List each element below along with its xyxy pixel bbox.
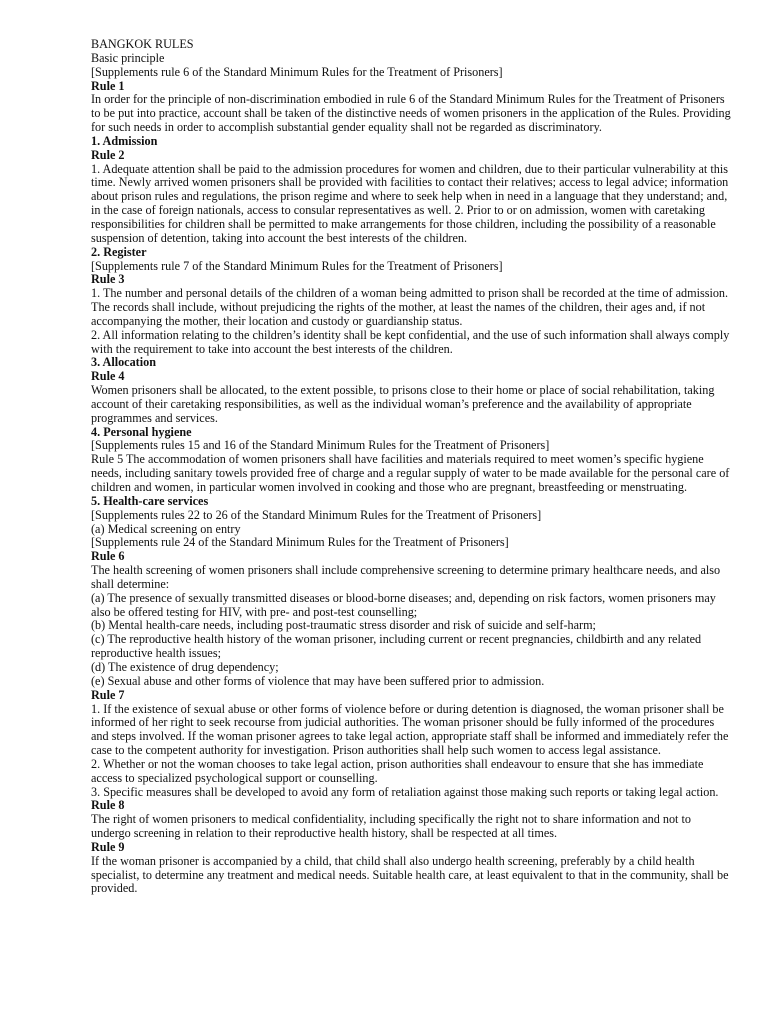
document-title: BANGKOK RULES [91,37,194,51]
rule-heading: Rule 6 [91,549,125,564]
rule-heading: Rule 9 [91,839,125,854]
rule-heading: Rule 3 [91,272,125,287]
rule-paragraph: 2. Whether or not the woman chooses to take legal action, prison authorities shall endeavour to ensure that she has immediate access to specialized psychological support or counselling. [91,756,704,785]
section-heading: 3. Allocation [91,355,157,370]
rule-heading: Rule 8 [91,798,125,813]
supplement-note: [Supplements rule 6 of the Standard Minimum Rules for the Treatment of Prisoners] [91,64,503,79]
rule-paragraph: 3. Specific measures shall be developed to avoid any form of retaliation against those making such reports or taking legal action. [91,784,719,799]
rule-paragraph: 2. All information relating to the children’s identity shall be kept confidential, and the use of such information shall always comply with the requirement to take into account the best interests of the children. [91,327,730,356]
section-heading: 1. Admission [91,133,158,148]
rule-paragraph: Rule 5 The accommodation of women prisoners shall have facilities and materials required to meet women’s specific hygiene needs, including sanitary towels provided free of charge and a regular supply of water to be made available for the personal care of children and women, in particular women involved in cooking and those who are pregnant, breastfeeding or menstruating. [91,452,730,494]
rule-list-item: (b) Mental health-care needs, including post-traumatic stress disorder and risk of suicide and self-harm; [91,618,596,633]
supplement-note: [Supplements rule 7 of the Standard Minimum Rules for the Treatment of Prisoners] [91,258,503,273]
rule-paragraph: 1. Adequate attention shall be paid to the admission procedures for women and children, due to their particular vulnerability at this time. Newly arrived women prisoners shall be provided with facilities to contact their relatives; access to legal advice; information about prison rules and regulations, the prison regime and where to seek help when in need in a language that they understand; and, in the case of foreign nationals, access to consular representatives as well. 2. Prior to or on admission, women with caretaking responsibilities for children shall be permitted to make arrangements for those children, including the possibility of a reasonable suspension of detention, taking into account the best interests of the children. [91,161,729,245]
document-page [91,38,731,896]
rule-paragraph: 1. The number and personal details of the children of a woman being admitted to prison shall be recorded at the time of admission. The records shall include, without prejudicing the rights of the mother, at least the names of the children, their ages and, if not accompanying the mother, their location and custody or guardianship status. [91,286,729,328]
rule-paragraph: If the woman prisoner is accompanied by a child, that child shall also undergo health screening, preferably by a child health specialist, to determine any treatment and medical needs. Suitable health care, at least equivalent to that in the community, shall be provided. [91,853,729,896]
rule-paragraph: The right of women prisoners to medical confidentiality, including specifically the right not to share information and not to undergo screening in relation to their reproductive health history, shall be respected at all times. [91,812,691,841]
rule-heading: Rule 1 [91,78,125,93]
rule-paragraph: Women prisoners shall be allocated, to the extent possible, to prisons close to their home or place of social rehabilitation, taking account of their caretaking responsibilities, as well as the individual woman’s preference and the availability of appropriate programmes and services. [91,383,715,425]
section-heading: 4. Personal hygiene [91,424,192,439]
subsection-heading: (a) Medical screening on entry [91,521,241,536]
rule-list-item: (c) The reproductive health history of the woman prisoner, including current or recent pregnancies, childbirth and any related reproductive health issues; [91,632,702,661]
section-heading: 2. Register [91,244,147,259]
document-subtitle: Basic principle [91,50,165,65]
rule-paragraph: The health screening of women prisoners shall include comprehensive screening to determine primary healthcare needs, and also shall determine: [91,563,721,591]
supplement-note: [Supplements rule 24 of the Standard Minimum Rules for the Treatment of Prisoners] [91,535,509,550]
rule-list-item: (e) Sexual abuse and other forms of violence that may have been suffered prior to admission. [91,673,545,688]
rule-list-item: (d) The existence of drug dependency; [91,659,279,674]
supplement-note: [Supplements rules 22 to 26 of the Standard Minimum Rules for the Treatment of Prisoners] [91,507,542,522]
supplement-note: [Supplements rules 15 and 16 of the Standard Minimum Rules for the Treatment of Prisoners] [91,438,550,453]
rule-paragraph: 1. If the existence of sexual abuse or other forms of violence before or during detention is diagnosed, the woman prisoner shall be informed of her right to seek recourse from judicial authorities. The woman prisoner should be fully informed of the procedures and steps involved. If the woman prisoner agrees to take legal action, appropriate staff shall be informed and immediately refer the case to the competent authority for investigation. Prison authorities shall help such women to access legal assistance. [91,701,729,758]
rule-paragraph: In order for the principle of non-discrimination embodied in rule 6 of the Standard Minimum Rules for the Treatment of Prisoners to be put into practice, account shall be taken of the distinctive needs of women prisoners in the application of the Rules. Providing for such needs in order to accomplish substantial gender equality shall not be regarded as discriminatory. [91,92,731,135]
rule-heading: Rule 7 [91,687,125,702]
rule-heading: Rule 4 [91,369,125,384]
rule-list-item: (a) The presence of sexually transmitted diseases or blood-borne diseases; and, depending on risk factors, women prisoners may also be offered testing for HIV, with pre- and post-test counselling; [91,590,716,619]
section-heading: 5. Health-care services [91,493,209,508]
rule-heading: Rule 2 [91,147,125,162]
